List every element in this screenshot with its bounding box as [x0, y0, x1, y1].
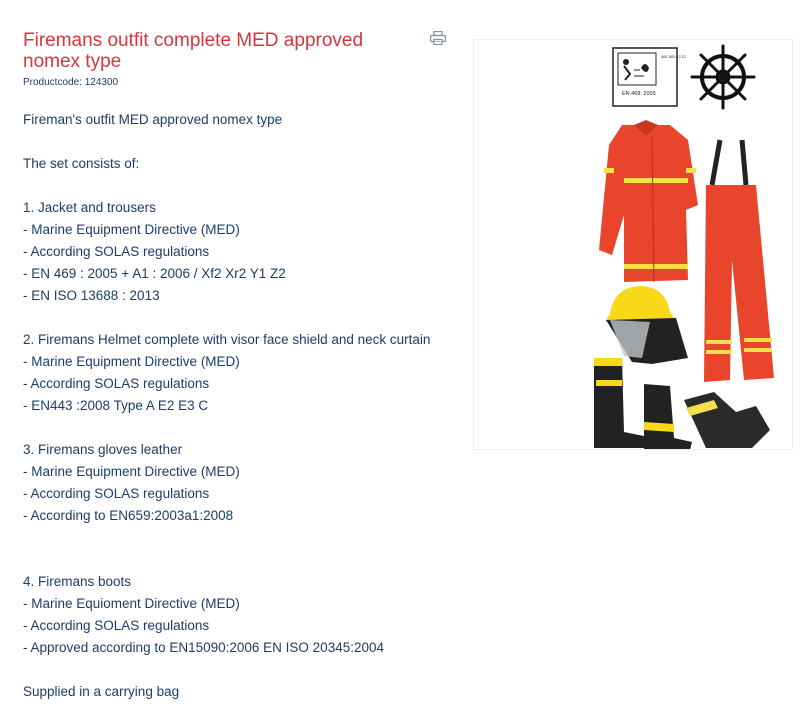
description-spacer	[23, 659, 463, 681]
description-line: - According SOLAS regulations	[23, 376, 210, 391]
description-spacer	[23, 549, 463, 571]
description-line: Fireman's outfit MED approved nomex type	[23, 112, 283, 127]
print-icon[interactable]	[430, 31, 446, 45]
description-line: - According SOLAS regulations	[23, 486, 210, 501]
jacket-illustration	[599, 120, 698, 282]
description-line: - EN443 :2008 Type A E2 E3 C	[23, 398, 209, 413]
trousers-illustration	[704, 140, 774, 382]
product-description	[23, 109, 463, 703]
product-title: Firemans outfit complete MED approved nomex type	[23, 30, 364, 72]
description-line: 4. Firemans boots	[23, 574, 132, 589]
gloves-illustration	[684, 392, 770, 448]
description-line: - According SOLAS regulations	[23, 244, 210, 259]
en469-certification-icon	[613, 48, 686, 106]
description-line: - Approved according to EN15090:2006 EN ISO 20345:2004	[23, 640, 384, 655]
description-line: 3. Firemans gloves leather	[23, 442, 183, 457]
description-line: - Marine Equioment Directive (MED)	[23, 596, 240, 611]
description-line: - Marine Equipment Directive (MED)	[23, 354, 240, 369]
description-line: - According to EN659:2003a1:2008	[23, 508, 234, 523]
description-line: - Marine Equipment Directive (MED)	[23, 464, 240, 479]
description-spacer	[23, 527, 463, 549]
boots-illustration	[594, 358, 692, 449]
description-spacer	[23, 417, 463, 439]
description-spacer	[23, 131, 463, 153]
description-line: 2. Firemans Helmet complete with visor face shield and neck curtain	[23, 332, 431, 347]
ship-wheel-icon	[692, 46, 754, 108]
product-image	[473, 39, 793, 450]
cert-badge-label: EN 469: 2005	[622, 91, 656, 97]
description-line: - According SOLAS regulations	[23, 618, 210, 633]
description-line: - EN ISO 13688 : 2013	[23, 288, 160, 303]
product-code: Productcode: 124300	[23, 77, 119, 88]
description-line: - EN 469 : 2005 + A1 : 2006 / Xf2 Xr2 Y1 Z2	[23, 266, 286, 281]
description-spacer	[23, 307, 463, 329]
description-line: The set consists of:	[23, 156, 140, 171]
helmet-illustration	[606, 286, 688, 364]
description-line: 1. Jacket and trousers	[23, 200, 156, 215]
description-line: - Marine Equipment Directive (MED)	[23, 222, 240, 237]
description-spacer	[23, 175, 463, 197]
description-line: Supplied in a carrying bag	[23, 684, 180, 699]
cert-badge-side-text: ABC AB1 Y2 Z2	[661, 55, 686, 59]
